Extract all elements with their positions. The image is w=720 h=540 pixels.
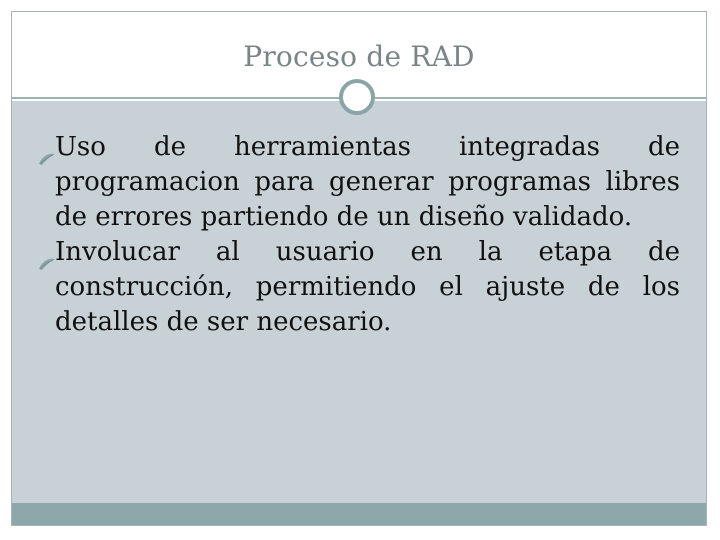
leaf-bullet-icon bbox=[38, 246, 56, 260]
bullet-item-2 bbox=[18, 235, 680, 340]
circle-ornament-icon bbox=[339, 79, 375, 115]
bullet-text: Involucar al usuario en la etapa de construcción, permitiendo el ajuste de los detalles de ser necesario. bbox=[55, 237, 680, 337]
bullet-item-1 bbox=[18, 130, 680, 235]
bullet-text: Uso de herramientas integradas de programacion para generar programas libres de errores partiendo de un diseño validado. bbox=[55, 132, 680, 232]
bullet-list bbox=[18, 130, 680, 340]
slide-title: Proceso de RAD bbox=[243, 40, 475, 73]
footer-band bbox=[12, 503, 706, 525]
leaf-bullet-icon bbox=[38, 141, 56, 155]
